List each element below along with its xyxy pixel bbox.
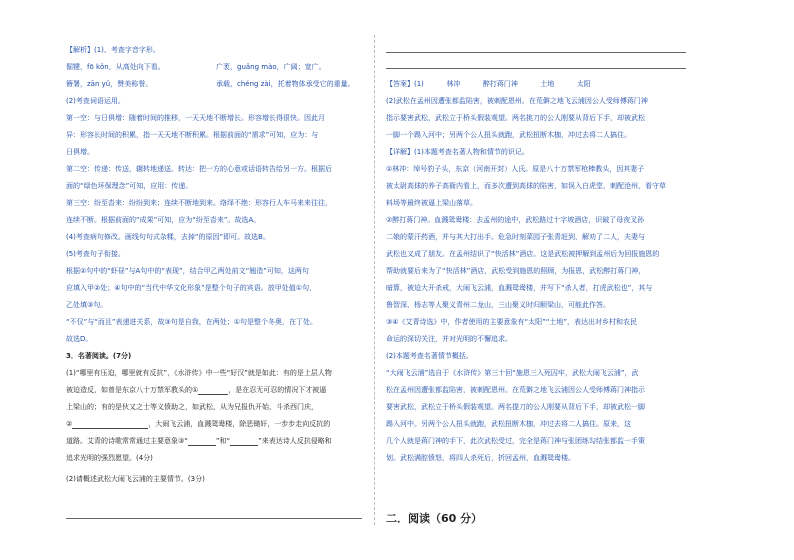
question-3-heading: 3．名著阅读。(7分)	[66, 352, 132, 360]
text-line: ①林冲：绰号豹子头，东京（河南开封）人氏。原是八十万禁军枪棒教头，因其妻子	[386, 165, 645, 173]
text-line: 日俱增。	[66, 148, 94, 156]
text-line: “不仅”与“而且”表递进关系，故③句是自我，在两处；①句是整个冬奥，在丁处。	[66, 318, 318, 326]
text-line: ③④《艾青诗选》中，作者使用的主要意象有“太阳”“土地”，表达出对乡村和农民	[386, 318, 638, 326]
text-line: 帮助就要后来为了“快活林”酒店，武松受到施恩的照顾，为报恩，武松醉打蒋门神，	[386, 267, 646, 275]
pinyin-line-2b: 承载，chéng zài，托着物体承受它的重量。	[216, 80, 355, 88]
answer-1: 林冲	[446, 80, 461, 88]
answer-line	[386, 52, 686, 53]
text-line: 划。武松满腔愤怒，将四人杀死后，折回孟州，血溅鸳鸯楼。	[386, 454, 575, 462]
question-line: 上梁山的；有的是伙又之士等义愤助之，如武松，从为兄报仇开始，斗杀西门庆，	[66, 403, 318, 411]
question-line: 追求光明的强烈愿望。(4分)	[66, 454, 153, 462]
question-text: ②	[66, 420, 73, 428]
text-line: 料场等最终被逼上梁山落草。	[386, 199, 477, 207]
text-line: 第三空：纷至沓来：纷纷到来；连续不断地到来。络绎不绝：形容行人车马来来往往，	[66, 199, 332, 207]
text-line: (5)考查句子衔接。	[66, 250, 125, 258]
text-line: 暗算，被迫大开杀戒，大闹飞云浦，血溅鸳鸯楼，并写下“杀人者，打虎武松也”，其与	[386, 284, 653, 292]
pinyin-line-1a: 倔犍，fō kǒn，从高处向下看。	[66, 63, 165, 71]
answer-3: 土地	[540, 80, 555, 88]
question-text: 道路。艾青的诗歌常常通过主要意象③“	[66, 437, 188, 445]
text-line: 乙处填③句。	[66, 301, 108, 309]
text-line: 根据②句中的“虾昼”与A句中的“表现”，结合甲乙两处前文“翘造”可知，这两句	[66, 267, 309, 275]
answer-2: 醉打蒋门神	[482, 80, 518, 88]
text-line: (4)考查病句修改。画线句句式杂糅，去掉“的原因”即可。故选B。	[66, 233, 270, 241]
question-text: ”和“	[215, 437, 231, 445]
detail-heading: 【详解】(1)本题考查名著人物和情节的识记。	[386, 148, 529, 156]
pinyin-line-2a: 簪署，zān yǔ，赞美称誉。	[66, 80, 153, 88]
question-line	[66, 386, 326, 395]
text-line: 要害武松，武松立于桥头假装观望。两名提刀的公人刚要从背后下手，却被武松一脚	[386, 403, 645, 411]
text-line: 连续不断。根据前面的“成果”可知，应为“纷至沓来”。故选A。	[66, 216, 261, 224]
answer-label: 【答案】(1)	[386, 80, 424, 88]
text-line: 一脚一个踢入河中；另两个公人扭头就跑，武松扭断木枷，冲过去将二人搞住。	[386, 131, 631, 139]
text-line: 异：形容长时间的积累，指一天天地不断积累。根据前面的“需求”可知，应为：与	[66, 131, 319, 139]
analysis-heading: 【解析】(1)、考查字音字形。	[66, 46, 160, 54]
answer-line-1	[386, 80, 591, 89]
text-line: 二娘的蒙汗药酒，并与其大打出手。危急时刻菜园子张青赶到，解劝了二人，夫妻与	[386, 233, 645, 241]
question-text: ，是在忍无可忍的情况下才被逼	[228, 386, 327, 394]
text-line: 武松也又成了朋友。在孟州结识了“快活林”酒店。这是武松被押解到孟州后为回报施恩的	[386, 250, 660, 258]
answer-4: 太阳	[576, 80, 591, 88]
text-line: 踢入河中。另两个公人扭头就跑，武松扭断木枷，冲过去将二人搞住。原来，这	[386, 420, 631, 428]
text-line: 鲁智深、杨志等人聚义青州二龙山，三山聚义时归顺梁山，可能此作答。	[386, 301, 610, 309]
text-line: 应填入甲②处；④句中的“当代中华文化形象”是整个句子的宾语。放甲处值①句，	[66, 284, 317, 292]
text-line: (2)武松在孟州因遭张都监陷害，被刺配恩州。在荒僻之地飞云浦因公人受师傅蒋门神	[386, 97, 648, 105]
text-line: 第二空：传递：传送，辗转地递送。转达：把一方的心意或话语转告给另一方。根据后	[66, 165, 332, 173]
question-line	[66, 420, 330, 429]
text-line: 第一空：与日俱增：随着时间的推移，一天天地不断增长。形容增长得很快。因此月	[66, 114, 325, 122]
answer-blank-3[interactable]	[188, 438, 216, 446]
text-line: (2)考查词语运用。	[66, 97, 125, 105]
question-text: ”来表达诗人反抗侵略和	[258, 437, 332, 445]
section-heading-reading: 二．阅读（60 分）	[386, 512, 483, 525]
text-line: 故选D。	[66, 335, 93, 343]
answer-line	[66, 518, 362, 519]
answer-line	[386, 68, 686, 69]
question-line: (1)“哪里有压迫，哪里就有反抗”，《水浒传》中一些“好汉”就是如此：有的是上层人物	[66, 369, 332, 377]
column-divider	[374, 35, 375, 525]
question-line	[66, 437, 332, 446]
question-line: (2)请概述武松大闹飞云浦的主要情节。(3分)	[66, 475, 205, 483]
answer-blank-4[interactable]	[230, 438, 258, 446]
text-line: ②醉打蒋门神。血溅鸳鸯楼：去孟州的途中，武松路过十字坡酒店，识破了母夜叉孙	[386, 216, 645, 224]
question-text: ，大闹飞云浦，血溅鸳鸯楼，除恶锄奸，一步步走向反抗的	[148, 420, 331, 428]
answer-blank-1[interactable]	[198, 387, 228, 395]
pinyin-line-1b: 广袤，guǎng mào，广阔；宽广。	[216, 63, 326, 71]
question-text: 被迫造反，如曾是东京八十万禁军教头的①	[66, 386, 199, 394]
text-line: 被太尉高俅的养子高衙内看上，而多次遭到高俅的陷害，如误入白虎堂，刺配沧州，看守草	[386, 182, 666, 190]
text-line: 命运的深切关注，并对光明的不懈追求。	[386, 335, 512, 343]
text-line: “大闹飞云浦”选自于《水浒传》第三十回“施恩三入死囚牢，武松大闹飞云浦”，武	[386, 369, 639, 377]
text-line: 几个人就是蒋门神的手下，此次武松受过，完全是蒋门神与张团练勾结张都监一手策	[386, 437, 645, 445]
text-line: 指示要害武松，武松立于桥头假装观望。两名挑刀的公人刚要从背后下手，却被武松	[386, 114, 645, 122]
text-line: 面的“绿色环保理念”可知，应用：传递。	[66, 182, 193, 190]
answer-blank-2[interactable]	[72, 421, 148, 429]
text-line: (2)本题考查名著情节概括。	[386, 352, 473, 360]
text-line: 松在孟州因遭张都监陷害，被刺配恩州。在荒僻之地飞云浦因公人受师傅蒋门神指示	[386, 386, 645, 394]
